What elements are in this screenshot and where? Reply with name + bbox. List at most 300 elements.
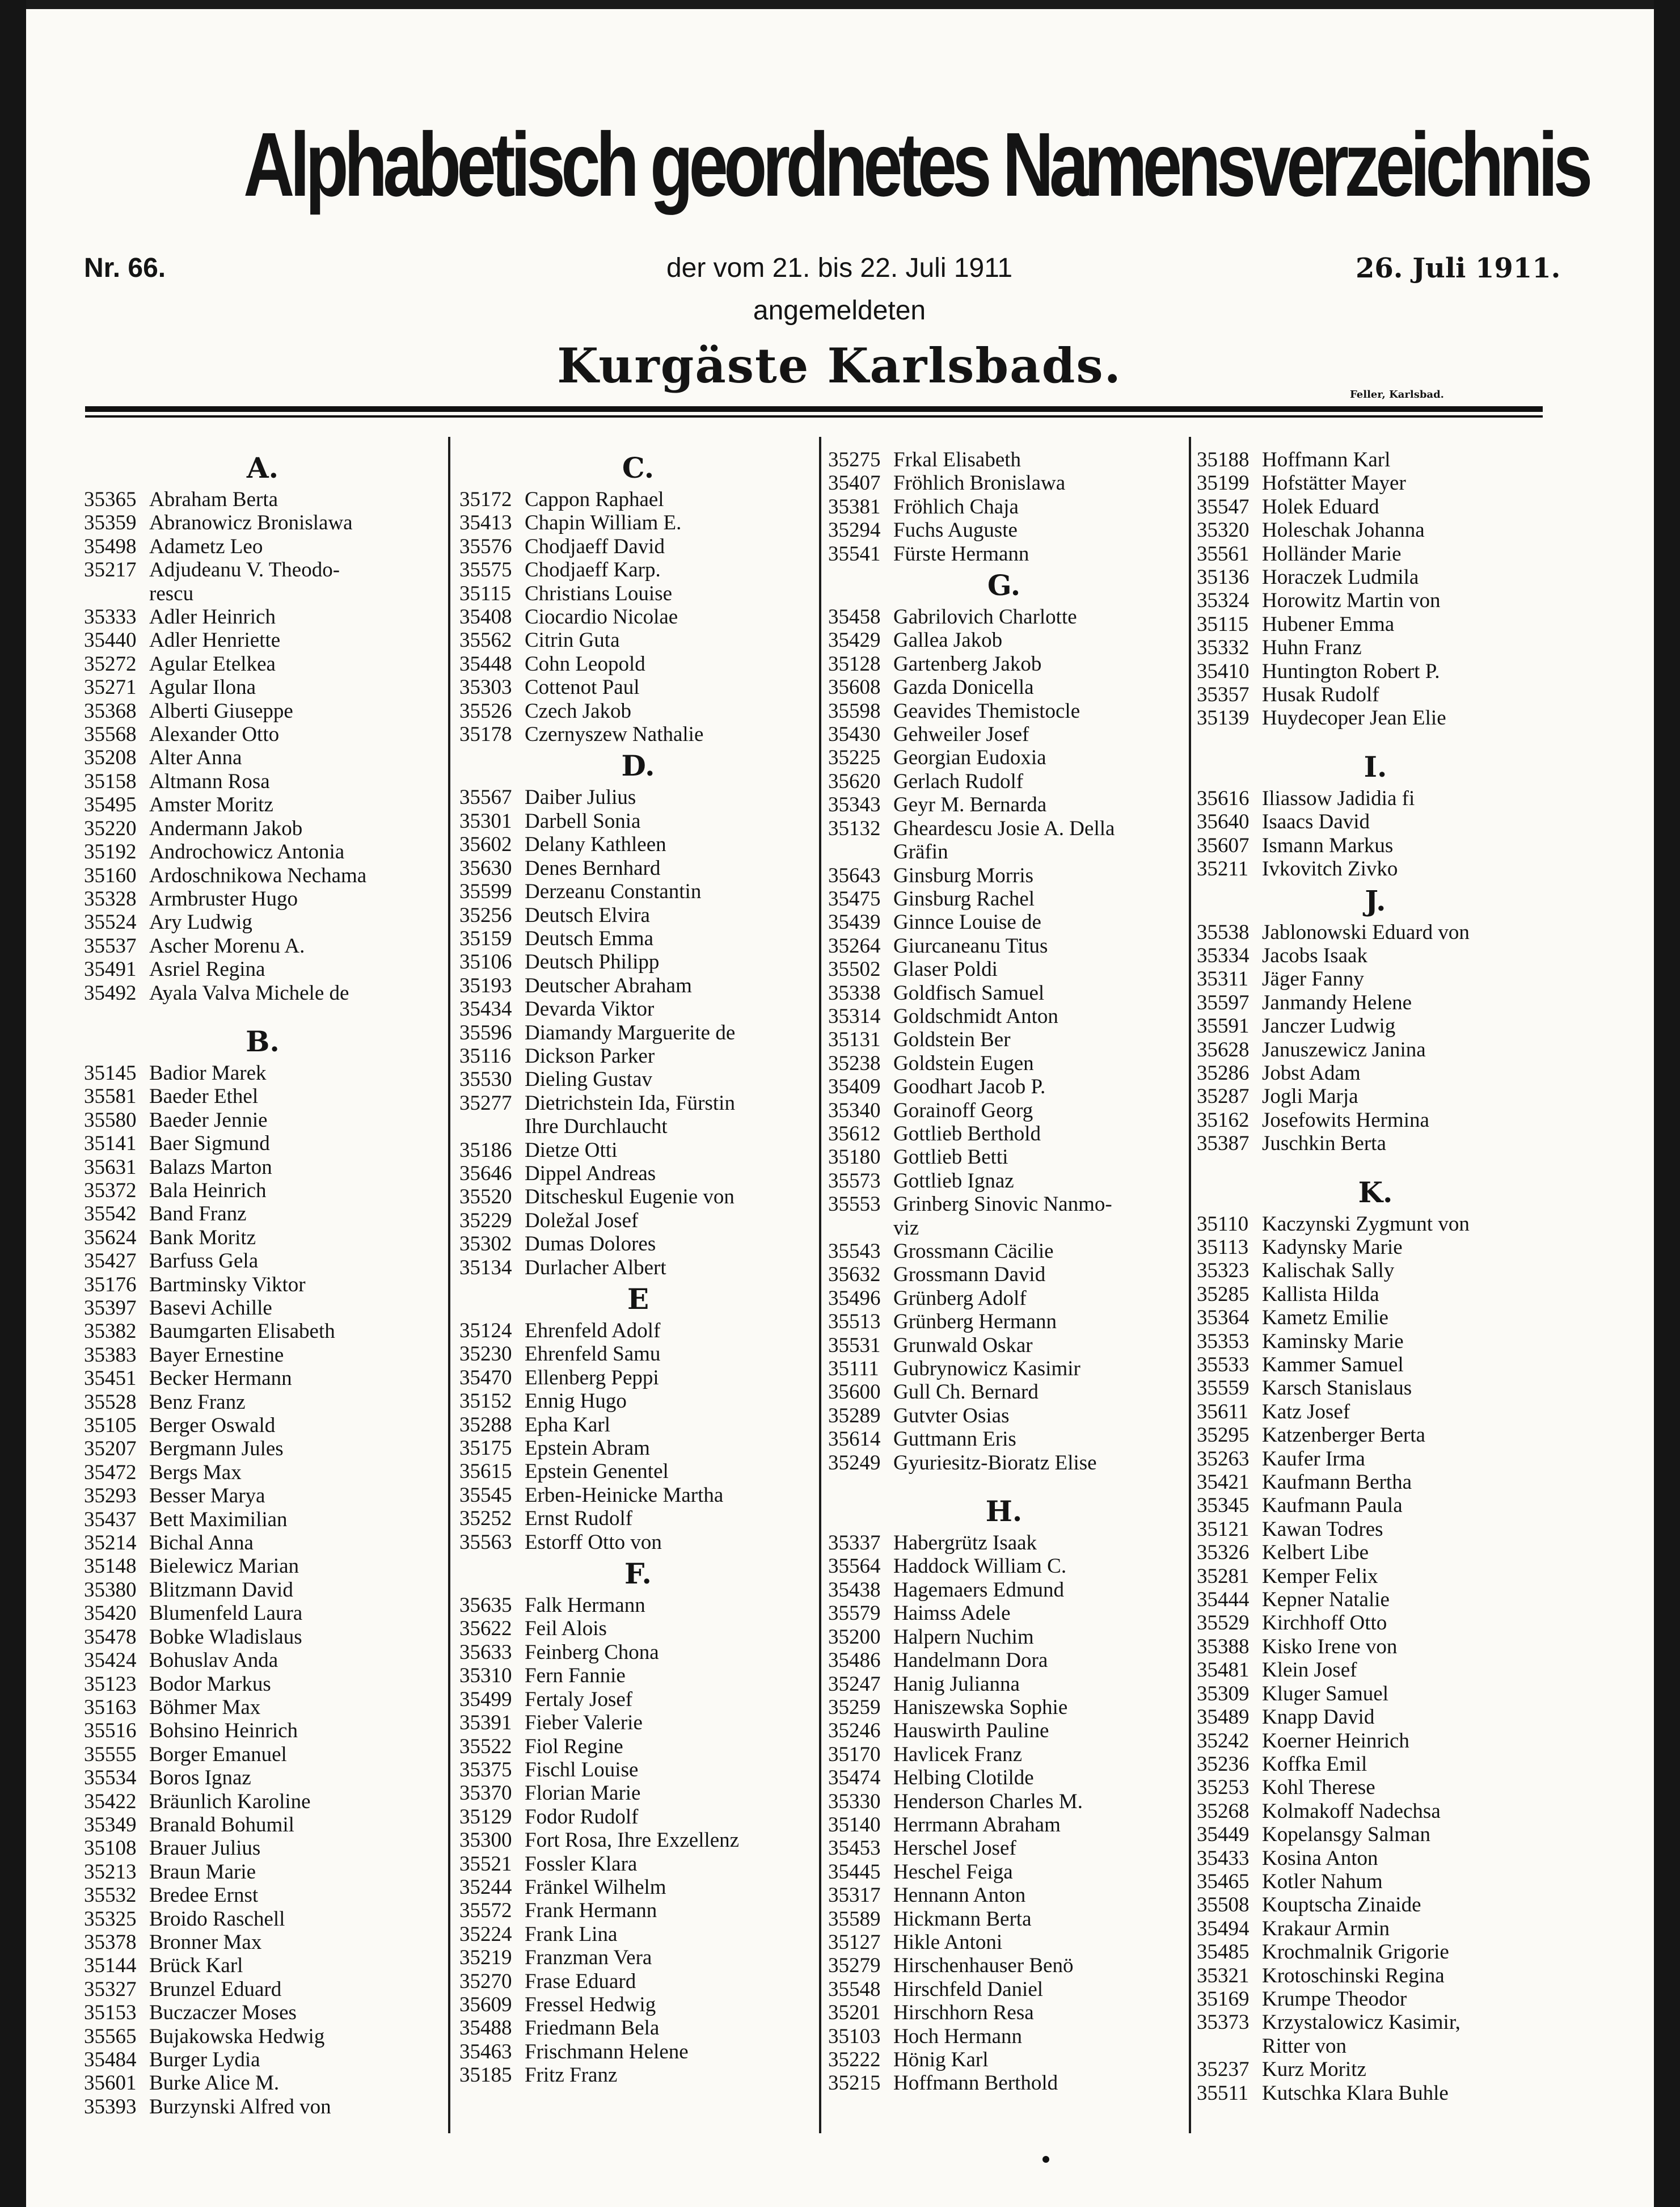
entry-number: 35281 (1197, 1564, 1250, 1588)
entry-name: Huhn Franz (1262, 636, 1362, 660)
list-item (1197, 495, 1554, 519)
list-item (1197, 683, 1554, 706)
list-item (84, 1273, 441, 1296)
entry-number: 35211 (1197, 857, 1249, 881)
entry-name: Ehrenfeld Samu (525, 1342, 661, 1366)
list-item (828, 887, 1180, 911)
entry-name: Ivkovitch Zivko (1262, 857, 1398, 881)
entry-number: 35421 (1197, 1471, 1250, 1494)
entry-name: Adler Heinrich (149, 605, 276, 629)
entry-name: Baer Sigmund (149, 1132, 270, 1156)
list-item (1197, 1132, 1554, 1155)
list-item (1197, 1940, 1554, 1964)
entry-number: 35145 (84, 1061, 137, 1085)
entry-name: Fertaly Josef (525, 1687, 633, 1711)
entry-number: 35325 (84, 1907, 137, 1931)
list-item (1197, 1471, 1554, 1494)
entry-name: Gabrilovich Charlotte (893, 605, 1077, 629)
entry-name: Florian Marie (525, 1781, 641, 1805)
entry-number: 35589 (828, 1907, 881, 1931)
entry-name: Baeder Jennie (149, 1108, 268, 1132)
entry-name: Jogli Marja (1262, 1085, 1358, 1109)
list-item (1197, 1870, 1554, 1893)
entry-name: Gottlieb Ignaz (893, 1169, 1014, 1193)
entry-number: 35349 (84, 1813, 137, 1837)
list-item (84, 1555, 441, 1578)
entry-name: Czech Jakob (525, 699, 632, 723)
entry-name: Dieling Gustav (525, 1068, 653, 1092)
list-item (828, 542, 1180, 566)
list-item (84, 558, 441, 582)
entry-number: 35532 (84, 1884, 137, 1907)
section-letter-k: K. (1358, 1175, 1393, 1209)
list-item (1197, 1212, 1554, 1236)
entry-name: Barfuss Gela (149, 1249, 259, 1273)
list-item (1197, 1753, 1554, 1776)
entry-number: 35268 (1197, 1799, 1250, 1823)
list-item (828, 1625, 1180, 1649)
entry-name: Habergrütz Isaak (893, 1531, 1037, 1555)
entry-name: Ginnce Louise de (893, 911, 1041, 934)
entry-name: Koerner Heinrich (1262, 1729, 1409, 1753)
entry-name: Kelbert Libe (1262, 1541, 1369, 1565)
entry-number: 35178 (459, 723, 512, 747)
entry-number: 35522 (459, 1734, 512, 1758)
entry-name: Ginsburg Rachel (893, 887, 1035, 911)
list-item (1197, 1014, 1554, 1038)
list-item (84, 582, 441, 605)
list-item (459, 1594, 817, 1617)
entry-name: Fodor Rudolf (525, 1805, 639, 1829)
section-g-entries (828, 605, 1180, 1475)
entry-name: Dickson Parker (525, 1044, 655, 1068)
column-4 (1197, 448, 1554, 2105)
list-item (84, 1343, 441, 1367)
entry-name: Geavides Themistocle (893, 699, 1080, 723)
entry-number: 35288 (459, 1413, 512, 1437)
list-item (84, 1531, 441, 1555)
entry-number: 35238 (828, 1051, 881, 1075)
entry-name: Burke Alice M. (149, 2071, 280, 2095)
list-item (828, 448, 1180, 471)
entry-name: Gottlieb Berthold (893, 1122, 1041, 1145)
entry-number: 35300 (459, 1829, 512, 1852)
entry-name: Georgian Eudoxia (893, 746, 1046, 770)
entry-name: Cohn Leopold (525, 652, 645, 676)
entry-name: Bala Heinrich (149, 1178, 267, 1202)
entry-number: 35409 (828, 1075, 881, 1099)
list-item (828, 1357, 1180, 1380)
entry-number: 35302 (459, 1232, 512, 1256)
entry-number: 35393 (84, 2095, 137, 2118)
list-item (84, 723, 441, 746)
entry-number: 35323 (1197, 1259, 1250, 1283)
entry-name: Blumenfeld Laura (149, 1602, 303, 1625)
list-item (1197, 1062, 1554, 1085)
list-item (459, 786, 817, 809)
entry-name: Branald Bohumil (149, 1813, 294, 1837)
entry-number: 35132 (828, 816, 881, 840)
list-item (828, 1310, 1180, 1333)
list-item (1197, 810, 1554, 833)
entry-name: Kirchhoff Otto (1262, 1611, 1387, 1635)
list-item (459, 1781, 817, 1805)
entry-number: 35553 (828, 1193, 881, 1216)
list-item (84, 1156, 441, 1179)
entry-number: 35337 (828, 1531, 881, 1555)
entry-name: Bett Maximilian (149, 1507, 288, 1531)
entry-number: 35217 (84, 558, 137, 582)
entry-name: Josefowits Hermina (1262, 1108, 1429, 1132)
entry-name: Frank Hermann (525, 1899, 657, 1923)
list-item (459, 1688, 817, 1711)
entry-number: 35413 (459, 511, 512, 535)
entry-name: Kallista Hilda (1262, 1282, 1379, 1306)
entry-number: 35382 (84, 1320, 137, 1343)
entry-number: 35256 (459, 903, 512, 927)
list-item (1197, 636, 1554, 659)
entry-name: Cottenot Paul (525, 676, 640, 700)
list-item (84, 1884, 441, 1907)
column-1 (84, 448, 441, 2118)
list-item (84, 1743, 441, 1766)
entry-number: 35334 (1197, 944, 1250, 967)
entry-number: 35153 (84, 2001, 137, 2025)
list-item (84, 2001, 441, 2024)
entry-number: 35215 (828, 2071, 881, 2095)
list-item (459, 1970, 817, 1993)
list-item (84, 1296, 441, 1320)
list-item (828, 676, 1180, 699)
entry-name: Koffka Emil (1262, 1752, 1367, 1776)
header-rule-thin (85, 415, 1543, 418)
list-item (1197, 1423, 1554, 1447)
entry-name: Bergmann Jules (149, 1437, 284, 1461)
list-item (84, 1508, 441, 1531)
entry-name: Isaacs David (1262, 810, 1370, 834)
list-item (84, 887, 441, 911)
entry-name: Kepner Natalie (1262, 1588, 1390, 1612)
entry-number: 35375 (459, 1758, 512, 1781)
printer-credit: Feller, Karlsbad. (1350, 389, 1444, 401)
entry-number: 35632 (828, 1263, 881, 1287)
list-item (1197, 1400, 1554, 1423)
entry-number: 35528 (84, 1390, 137, 1414)
entry-number: 35175 (459, 1437, 512, 1460)
list-item (828, 2048, 1180, 2071)
list-item (1197, 1611, 1554, 1635)
entry-name: Adjudeanu V. Theodo- (149, 558, 340, 582)
section-letter-b: B. (246, 1024, 280, 1058)
entry-number: 35201 (828, 2001, 881, 2025)
list-item (828, 723, 1180, 746)
list-item (828, 1028, 1180, 1051)
entry-name: Kametz Emilie (1262, 1306, 1388, 1330)
section-b-entries (84, 1062, 441, 2118)
entry-number: 35287 (1197, 1085, 1250, 1109)
entry-number: 35200 (828, 1625, 881, 1649)
list-item (1197, 1038, 1554, 1062)
entry-number: 35499 (459, 1687, 512, 1711)
list-item (828, 1240, 1180, 1263)
entry-name: Hönig Karl (893, 2048, 989, 2071)
entry-number: 35289 (828, 1404, 881, 1427)
list-item (459, 927, 817, 950)
entry-name: Gartenberg Jakob (893, 652, 1042, 676)
list-item (459, 582, 817, 605)
entry-number: 35474 (828, 1766, 881, 1790)
list-item (1197, 787, 1554, 810)
entry-name: Broido Raschell (149, 1907, 285, 1931)
entry-number: 35633 (459, 1640, 512, 1664)
list-item (1197, 1800, 1554, 1823)
list-item (459, 880, 817, 903)
list-item (828, 1122, 1180, 1145)
section-j-entries (1197, 921, 1554, 1156)
entry-number: 35222 (828, 2048, 881, 2071)
list-item (1197, 967, 1554, 991)
entry-name: Derzeanu Constantin (525, 880, 702, 904)
entry-number: 35116 (459, 1044, 512, 1068)
entry-name: Hoch Hermann (893, 2024, 1023, 2048)
entry-number: 35380 (84, 1578, 137, 1602)
entry-number: 35616 (1197, 786, 1250, 810)
entry-name: Ehrenfeld Adolf (525, 1319, 661, 1342)
list-item (459, 1460, 817, 1483)
entry-number: 35270 (459, 1969, 512, 1993)
entry-number: 35338 (828, 981, 881, 1005)
list-item (84, 1179, 441, 1202)
entry-number: 35340 (828, 1098, 881, 1122)
entry-name: Kolmakoff Nadechsa (1262, 1799, 1441, 1823)
entry-name: Epstein Abram (525, 1437, 650, 1460)
entry-number: 35563 (459, 1530, 512, 1554)
headline: Kurgäste Karlsbads. (557, 338, 1122, 394)
date-range: der vom 21. bis 22. Juli 1911 (666, 253, 1013, 283)
entry-name: Goldstein Ber (893, 1028, 1011, 1052)
entry-number: 35121 (1197, 1517, 1250, 1541)
entry-name: Deutsch Emma (525, 926, 654, 950)
entry-number: 35407 (828, 471, 881, 495)
entry-name: Basevi Achille (149, 1296, 272, 1320)
list-item (84, 1860, 441, 1884)
entry-number: 35381 (828, 495, 881, 519)
list-item (1197, 1917, 1554, 1940)
entry-name: Gazda Donicella (893, 676, 1034, 700)
entry-number: 35451 (84, 1367, 137, 1391)
entry-number: 35244 (459, 1875, 512, 1899)
list-item (84, 652, 441, 676)
entry-number: 35494 (1197, 1917, 1250, 1940)
entry-number (84, 582, 149, 605)
entry-name: Amster Moritz (149, 793, 273, 817)
list-item (1197, 542, 1554, 566)
entry-number: 35332 (1197, 636, 1250, 660)
entry-name: Adler Henriette (149, 629, 281, 652)
list-item (459, 511, 817, 534)
list-item (828, 495, 1180, 519)
list-item (1197, 448, 1554, 471)
column-2 (459, 448, 817, 2087)
list-item (459, 1115, 817, 1138)
entry-number: 35372 (84, 1178, 137, 1202)
entry-name: Abranowicz Bronislawa (149, 511, 353, 535)
entry-number: 35148 (84, 1555, 137, 1578)
section-letter-g: G. (987, 568, 1021, 603)
list-item (828, 1099, 1180, 1122)
list-item (1197, 1776, 1554, 1799)
entry-number: 35311 (1197, 967, 1249, 991)
entry-name: Becker Hermann (149, 1367, 292, 1391)
entry-name: Altmann Rosa (149, 769, 270, 793)
list-item (459, 1232, 817, 1256)
entry-number: 35620 (828, 769, 881, 793)
list-item (828, 1263, 1180, 1286)
section-f-entries (459, 1594, 817, 2087)
entry-name: Gottlieb Betti (893, 1145, 1008, 1169)
entry-name: Gheardescu Josie A. Della (893, 816, 1115, 840)
entry-name: Grünberg Hermann (893, 1310, 1057, 1334)
entry-name: Frank Lina (525, 1922, 618, 1946)
entry-number: 35567 (459, 786, 512, 810)
list-item (459, 2040, 817, 2063)
section-letter-f: F. (624, 1557, 652, 1591)
entry-name: Ernst Rudolf (525, 1507, 633, 1531)
entry-number: 35602 (459, 833, 512, 857)
entry-number: 35219 (459, 1946, 512, 1970)
list-item (1197, 1518, 1554, 1541)
entry-number: 35115 (459, 582, 512, 605)
entry-number: 35598 (828, 699, 881, 723)
entry-number: 35611 (1197, 1400, 1249, 1423)
list-item (84, 1649, 441, 1672)
entry-name: Horaczek Ludmila (1262, 566, 1419, 589)
section-h-entries (828, 1531, 1180, 2095)
entry-name: Fern Fannie (525, 1664, 626, 1688)
entry-name: Cappon Raphael (525, 488, 664, 511)
ink-speck (1042, 2156, 1049, 2163)
entry-name: Hickmann Berta (893, 1907, 1032, 1931)
entry-number: 35646 (459, 1161, 512, 1185)
list-item (828, 1884, 1180, 1907)
list-item (828, 700, 1180, 723)
list-item (1197, 660, 1554, 683)
entry-name: Goodhart Jacob P. (893, 1075, 1046, 1099)
entry-name: Huntington Robert P. (1262, 659, 1440, 683)
entry-name: Huydecoper Jean Elie (1262, 706, 1446, 730)
entry-name: Kaufmann Bertha (1262, 1471, 1412, 1494)
list-item (1197, 1085, 1554, 1108)
list-item (84, 1249, 441, 1273)
section-h-continued-entries (1197, 448, 1554, 730)
entry-number: 35162 (1197, 1108, 1250, 1132)
entry-name: Bartminsky Viktor (149, 1273, 306, 1296)
list-item (1197, 2058, 1554, 2081)
list-item (828, 2071, 1180, 2095)
list-item (459, 1664, 817, 1687)
entry-number: 35534 (84, 1766, 137, 1790)
entry-name: Epha Karl (525, 1413, 611, 1437)
entry-number: 35303 (459, 676, 512, 700)
entry-name: Gutvter Osias (893, 1404, 1010, 1427)
entry-number: 35628 (1197, 1038, 1250, 1062)
list-item (459, 1021, 817, 1044)
entry-number: 35424 (84, 1649, 137, 1673)
list-item (828, 1813, 1180, 1837)
entry-name: Kemper Felix (1262, 1564, 1378, 1588)
entry-number: 35607 (1197, 833, 1250, 857)
entry-number: 35123 (84, 1672, 137, 1696)
entry-name: Jäger Fanny (1262, 967, 1364, 991)
list-item (459, 1923, 817, 1946)
entry-number: 35310 (459, 1664, 512, 1688)
list-item (459, 1993, 817, 2016)
entry-name: Burzynski Alfred von (149, 2095, 331, 2118)
entry-name: Devarda Viktor (525, 997, 655, 1021)
list-item (84, 817, 441, 840)
list-item (828, 1907, 1180, 1931)
entry-name: Ciocardio Nicolae (525, 605, 678, 629)
entry-name: Herrmann Abraham (893, 1813, 1061, 1837)
entry-number: 35108 (84, 1837, 137, 1860)
list-item (84, 700, 441, 723)
entry-name: Alter Anna (149, 746, 242, 770)
list-item (459, 1829, 817, 1852)
entry-name: Bräunlich Karoline (149, 1789, 311, 1813)
entry-name: Falk Hermann (525, 1594, 645, 1618)
entry-number: 35353 (1197, 1329, 1250, 1353)
list-item (828, 1954, 1180, 1977)
section-f-continued-entries (828, 448, 1180, 566)
list-item (828, 1931, 1180, 1954)
column-divider-3 (1189, 437, 1191, 2133)
list-item (828, 2001, 1180, 2024)
list-item (828, 1531, 1180, 1555)
entry-name: Hoffmann Karl (1262, 448, 1391, 471)
list-item (84, 770, 441, 793)
list-item (1197, 1353, 1554, 1376)
section-c-entries (459, 488, 817, 746)
entry-name: Diamandy Marguerite de (525, 1021, 736, 1044)
entry-name: Dietze Otti (525, 1138, 618, 1162)
page-title: Alphabetisch geordnetes Namensverzeichnis (243, 113, 1589, 215)
entry-name: Balazs Marton (149, 1155, 272, 1179)
entry-number: 35141 (84, 1132, 137, 1156)
list-item (84, 676, 441, 699)
list-item (459, 1413, 817, 1437)
entry-number: 35537 (84, 934, 137, 958)
entry-number: 35321 (1197, 1964, 1250, 1987)
entry-name: Kaufer Irma (1262, 1447, 1365, 1471)
list-item (84, 1602, 441, 1625)
entry-number: 35491 (84, 958, 137, 982)
entry-name: Franzman Vera (525, 1946, 652, 1970)
entry-number: 35230 (459, 1342, 512, 1366)
entry-name: Herschel Josef (893, 1837, 1016, 1860)
entry-number: 35176 (84, 1273, 137, 1296)
list-item (84, 629, 441, 652)
list-item (1197, 1565, 1554, 1588)
list-item (828, 1287, 1180, 1310)
list-item (1197, 1447, 1554, 1471)
list-item (459, 810, 817, 833)
list-item (459, 833, 817, 856)
entry-name: Gubrynowicz Kasimir (893, 1357, 1080, 1381)
entry-name: Erben-Heinicke Martha (525, 1483, 724, 1507)
list-item (1197, 1306, 1554, 1329)
entry-name: Burger Lydia (149, 2048, 260, 2071)
entry-name: Besser Marya (149, 1484, 265, 1508)
